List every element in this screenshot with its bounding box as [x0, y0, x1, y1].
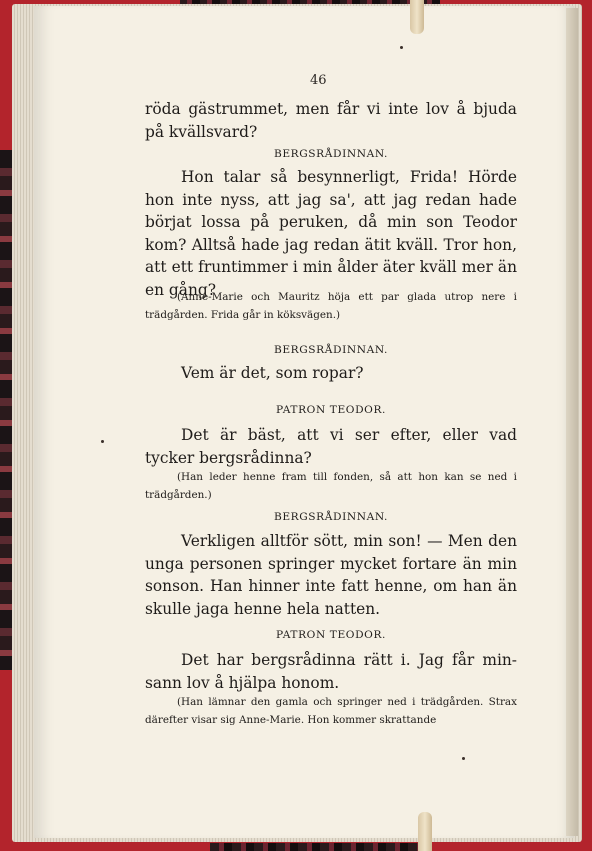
- speech-text: röda gästrummet, men får vi inte lov å bjuda på kvällsvard?: [145, 100, 517, 141]
- speech-text: Verkligen alltför sött, min son! — Men den unga personen springer mycket fortare än min sonson. Han hinner inte fatt henne, om han än skulle jaga henne hela natten.: [145, 532, 517, 618]
- speaker-heading: BERGSRÅDINNAN.: [273, 148, 389, 160]
- stage-direction: [145, 468, 517, 504]
- cover-marble-bottom: [210, 843, 420, 851]
- speech-block: [145, 530, 517, 620]
- speech-text: Hon talar så besynnerligt, Frida! Hörde hon inte nyss, att jag sa', att jag redan hade börjat lossa på peruken, då min son Teodor kom? Alltså hade jag redan ätit kväll. Tror hon, att ett fruntimmer i min ålder äter kväll mer än en gång?: [145, 168, 517, 299]
- paper-speck: [400, 46, 403, 49]
- speech-block: [145, 424, 517, 469]
- bookmark-ribbon-bottom: [418, 812, 432, 851]
- speech-text: Vem är det, som ropar?: [181, 364, 364, 382]
- speaker-heading: PATRON TEODOR.: [276, 629, 386, 641]
- speech-block: [145, 362, 517, 385]
- speech-block: [145, 166, 517, 301]
- stage-direction: [145, 288, 517, 324]
- stage-direction: [145, 693, 517, 729]
- paper-speck: [101, 440, 104, 443]
- speaker-heading: BERGSRÅDINNAN.: [273, 511, 389, 523]
- speech-continued: [145, 98, 517, 143]
- stage-direction-text: (Han lämnar den gamla och springer ned i trädgården. Strax därefter visar sig Anne-Marie. Hon kommer skrattande: [145, 696, 517, 726]
- bookmark-ribbon-top: [410, 0, 424, 34]
- speech-text: Det är bäst, att vi ser efter, eller vad tycker bergsrådinna?: [145, 426, 517, 467]
- stage-direction-text: (Anne-Marie och Mauritz höja ett par glada utrop nere i trädgården. Frida går in köksvägen.): [145, 291, 517, 321]
- paper-speck: [462, 757, 465, 760]
- page-number: 46: [310, 73, 327, 88]
- speaker-heading: PATRON TEODOR.: [276, 404, 386, 416]
- page-gutter: [566, 8, 578, 836]
- stage-direction-text: (Han leder henne fram till fonden, så att hon kan se ned i trädgården.): [145, 471, 517, 501]
- speaker-heading: BERGSRÅDINNAN.: [273, 344, 389, 356]
- speech-text: Det har bergsrådinna rätt i. Jag får min-sann lov å hjälpa honom.: [145, 651, 517, 692]
- speech-block: [145, 649, 517, 694]
